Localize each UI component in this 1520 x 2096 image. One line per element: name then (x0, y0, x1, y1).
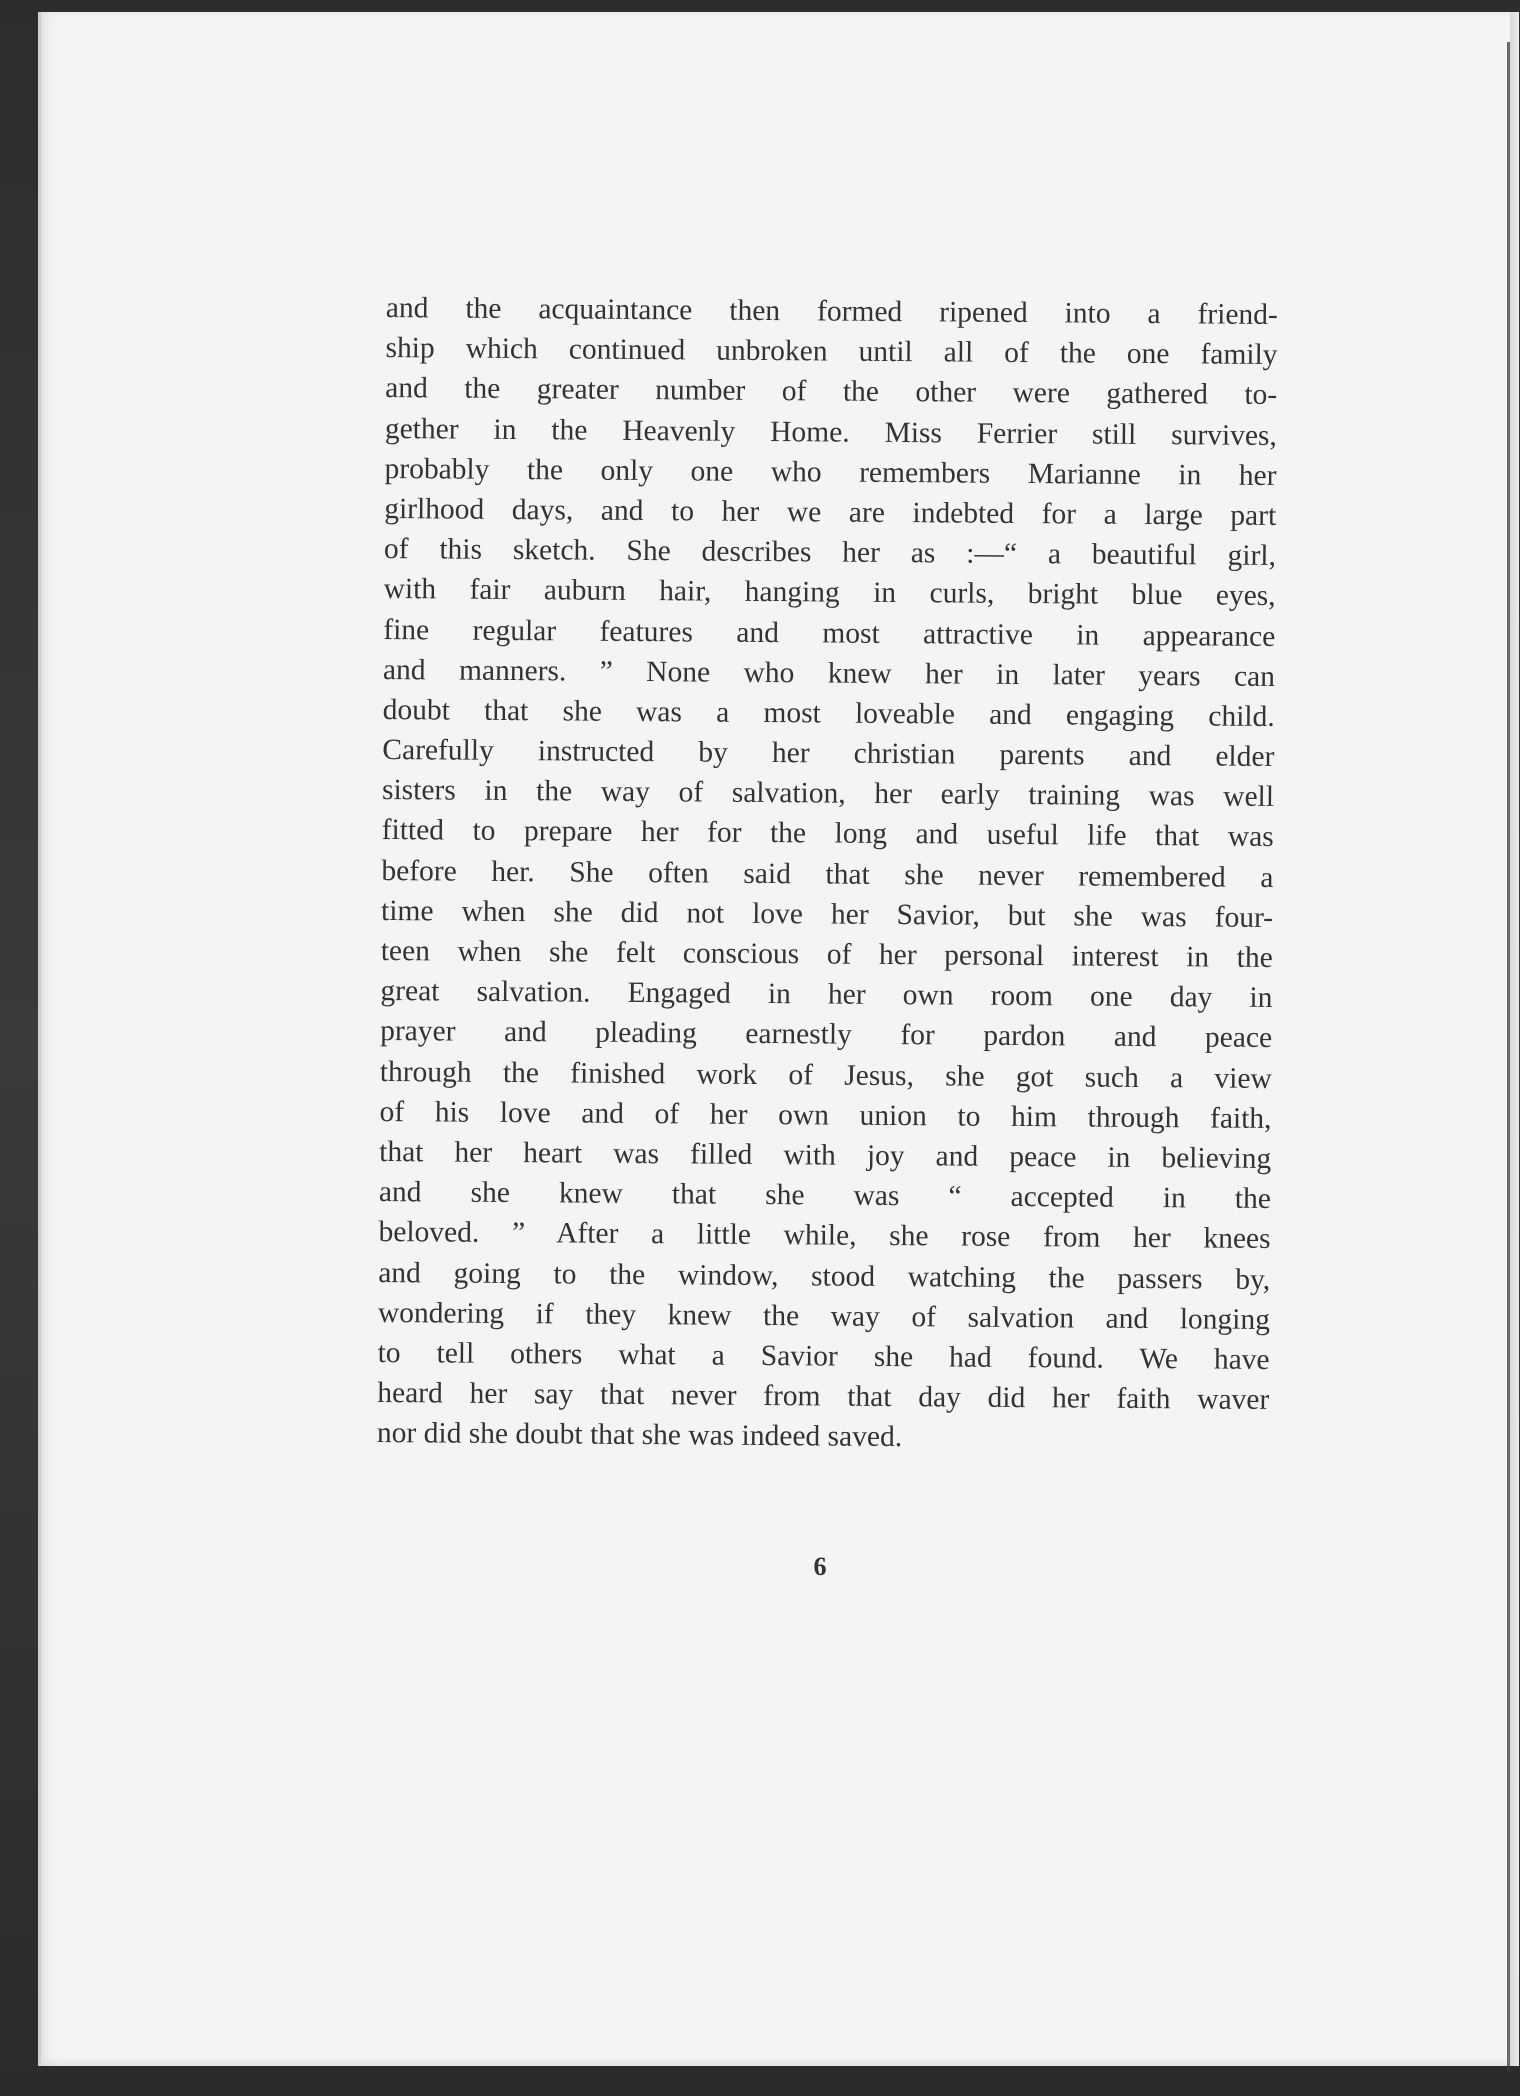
text-line: girlhood days, and to her we are indebted for a large part (384, 492, 1277, 532)
body-text (377, 288, 1278, 1460)
text-line: that her heart was filled with joy and peace in believing (379, 1135, 1272, 1175)
text-line: before her. She often said that she never remembered a (381, 854, 1274, 894)
text-line: time when she did not love her Savior, but she was four- (380, 894, 1274, 934)
text-line: ship which continued unbroken until all of the one family (385, 332, 1278, 372)
page-edge-shadow (1510, 12, 1519, 2066)
text-line: great salvation. Engaged in her own room one day in (380, 975, 1273, 1015)
text-line: prayer and pleading earnestly for pardon and peace (380, 1015, 1273, 1055)
text-line: teen when she felt conscious of her personal interest in the (380, 934, 1273, 974)
text-line: nor did she doubt that she was indeed saved. (376, 1417, 903, 1454)
text-line: probably the only one who remembers Marianne in her (384, 452, 1277, 492)
text-line: fitted to prepare her for the long and useful life that was (381, 814, 1274, 854)
text-line: of his love and of her own union to him through faith, (379, 1095, 1272, 1135)
text-line: of this sketch. She describes her as :—“ a beautiful girl, (383, 533, 1277, 573)
text-line: and manners. ” None who knew her in later years can (382, 653, 1276, 693)
text-line: gether in the Heavenly Home. Miss Ferrier still survives, (384, 412, 1277, 452)
text-line: and going to the window, stood watching the passers by, (378, 1256, 1271, 1296)
text-line: and she knew that she was “ accepted in the (378, 1176, 1271, 1216)
page-number: 6 (813, 1552, 827, 1581)
text-line: beloved. ” After a little while, she rose from her knees (378, 1216, 1271, 1256)
text-line: wondering if they knew the way of salvation and longing (377, 1296, 1271, 1336)
text-line: heard her say that never from that day did her faith waver (377, 1377, 1270, 1417)
text-line: through the finished work of Jesus, she got such a view (379, 1055, 1272, 1095)
text-line: fine regular features and most attractive in appearance (383, 613, 1276, 653)
text-line: and the acquaintance then formed ripened into a friend- (385, 291, 1278, 332)
text-line: Carefully instructed by her christian parents and elder (382, 734, 1275, 774)
text-line: to tell others what a Savior she had found. We have (377, 1336, 1270, 1376)
text-line: doubt that she was a most loveable and engaging child. (382, 693, 1275, 733)
text-line: sisters in the way of salvation, her early training was well (381, 774, 1275, 814)
text-line: and the greater number of the other were gathered to- (385, 372, 1278, 412)
text-line: with fair auburn hair, hanging in curls, bright blue eyes, (383, 573, 1276, 613)
